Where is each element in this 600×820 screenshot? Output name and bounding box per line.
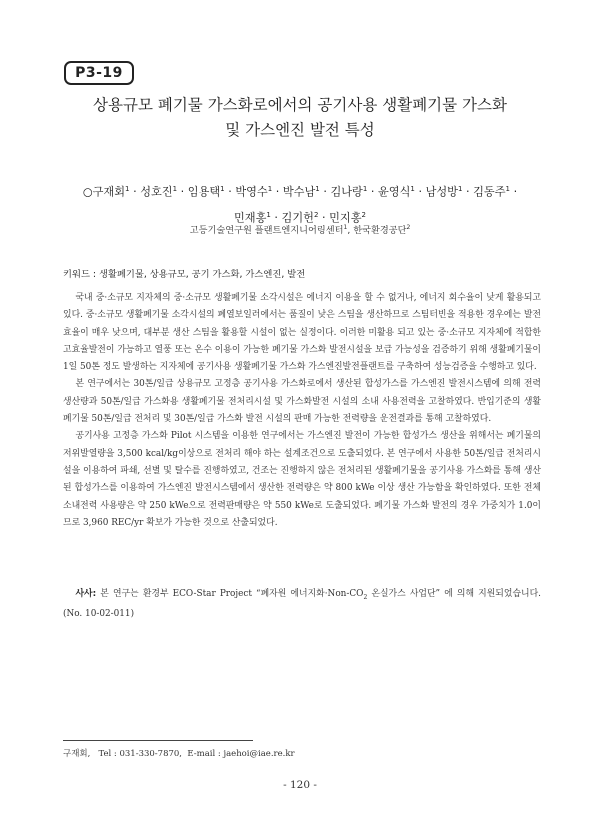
author-affiliation-marker: 1 — [172, 185, 178, 193]
corresponding-author-footnote: 구재회, Tel : 031-330-7870, E-mail : jaehoi@iae.re.kr — [63, 749, 295, 759]
author-name: 임용택 — [187, 185, 221, 199]
acknowledgement-text-1: 본 연구는 환경부 ECO-Star Project “폐자원 에너지화·Non-CO — [96, 589, 364, 599]
acknowledgement — [63, 586, 541, 623]
author-affiliation-marker: 1 — [505, 185, 511, 193]
author-line-1: ○구재회$^1$ · 성호진$^1$ · 임용택$^1$ · 박영수$^1$ · 박수남$^1$ · 김나랑$^1$ · 윤영식$^1$ · 남성방$^1$ · 김동주$^1$ · — [82, 185, 518, 199]
author-name: 박영수 — [235, 185, 268, 199]
body-paragraph: 본 연구에서는 30톤/일급 상용규모 고정층 공기사용 가스화로에서 생산된 합성가스를 가스엔진 발전시스템에 의해 전력생산량과 50톤/일급 가스화용 생활폐기물 전처리시설 및 가스화발전 시설의 소내 사용전력을 고찰하였다. 반입기준의 생활폐기물 50톤/일급 전처리 및 30톤/일급 가스화 발전 시설의 판매 가능한 전력량을 운전결과를 통해 고찰하였다. — [63, 379, 541, 425]
affiliations — [40, 222, 560, 236]
author-affiliation-marker: 1 — [220, 185, 225, 193]
author-name: 김나랑 — [330, 185, 363, 199]
affiliation-1-marker: 1 — [343, 223, 348, 231]
author-affiliation-marker: 1 — [362, 185, 368, 193]
author-affiliation-marker: 2 — [361, 210, 366, 219]
author-name: 남성방 — [425, 185, 458, 199]
author-name: 민재홍 — [233, 211, 267, 225]
author-affiliation-marker: 1 — [267, 185, 273, 193]
co2-subscript: 2 — [363, 593, 368, 601]
author-name: 민지홍 — [329, 211, 362, 225]
author-name: 박수남 — [282, 185, 316, 199]
author-name: ○구재회 — [82, 185, 126, 199]
title-line-2: 및 가스엔진 발전 특성 — [225, 121, 375, 139]
paper-id-badge: P3-19 — [64, 61, 134, 85]
author-name: 김기헌 — [281, 211, 314, 225]
abstract-body — [63, 290, 541, 532]
affiliation-2: , 한국환경공단 — [347, 225, 407, 236]
body-paragraph: 국내 중·소규모 지자체의 중·소규모 생활폐기물 소각시설은 에너지 이용을 할 수 없거나, 에너지 회수율이 낮게 활용되고 있다. 중·소규모 생활폐기물 소각시설의 폐열보일러에서는 품질이 낮은 스팀을 생산하므로 스팀터빈을 적용한 경우에는 발전효율이 매우 낮으며, 대부분 생산 스팀을 활용할 시설이 없는 실정이다. 이러한 미활용 되고 있는 중·소규모 지자체에 적합한 고효율발전이 가능하고 열풍 또는 온수 이용이 가능한 폐기물 가스화 발전시설을 보급 가능성을 검증하기 위해 생활폐기물이 1일 50톤 정도 발생하는 지자체에 공기사용 생활폐기물 가스화 가스엔진발전플랜트를 구축하여 성능검증을 수행하고 있다. — [63, 293, 541, 373]
author-affiliation-marker: 1 — [266, 210, 271, 219]
author-name: 성호진 — [140, 185, 173, 199]
paper-title — [40, 93, 560, 143]
author-affiliation-marker: 1 — [315, 185, 320, 193]
body-paragraph: 공기사용 고정층 가스화 Pilot 시스템을 이용한 연구에서는 가스엔진 발전이 가능한 합성가스 생산을 위해서는 폐기물의 저위발열량을 3,500 kcal/kg이상으로 전처리 해야 하는 설계조건으로 도출되었다. 본 연구에서 사용한 50톤/일급 전처리시설을 이용하여 파쇄, 선별 및 탈수를 진행하였고, 건조는 진행하지 않은 전처리된 생활폐기물을 공기사용 가스화를 통해 생산된 합성가스를 이용하여 가스엔진 발전시스템에서 생산한 전력량은 약 800 kWe 이상 생산 가능함을 확인하였다. 또한 전체 소내전력 사용량은 약 250 kWe으로 전력판매량은 약 550 kWe로 도출되었다. 폐기물 가스화 발전의 경우 가중치가 1.0이므로 3,960 REC/yr 확보가 가능한 것으로 산출되었다. — [63, 431, 541, 528]
author-affiliation-marker: 1 — [457, 185, 463, 193]
title-line-1: 상용규모 폐기물 가스화로에서의 공기사용 생활폐기물 가스화 — [93, 96, 507, 114]
acknowledgement-label: 사사: — [75, 589, 97, 599]
author-affiliation-marker: 2 — [313, 210, 319, 219]
author-name: 김동주 — [473, 185, 506, 199]
footnote-divider — [63, 740, 253, 741]
author-affiliation-marker: 1 — [125, 185, 130, 193]
affiliation-1: 고등기술연구원 플랜트엔지니어링센터 — [189, 225, 344, 236]
page-number: - 120 - — [283, 779, 317, 791]
acknowledgement-text-2: 온실가스 사업단” 에 의해 지원되었습니다. (No. 10-02-011) — [63, 589, 541, 620]
author-name: 윤영식 — [378, 185, 411, 199]
author-affiliation-marker: 1 — [410, 185, 415, 193]
affiliation-2-marker: 2 — [406, 223, 411, 231]
keywords: 키워드 : 생활폐기물, 상용규모, 공기 가스화, 가스엔진, 발전 — [63, 269, 306, 280]
author-line-2: 민재홍$^1$ · 김기헌$^2$ · 민지홍$^2$ — [233, 210, 366, 225]
